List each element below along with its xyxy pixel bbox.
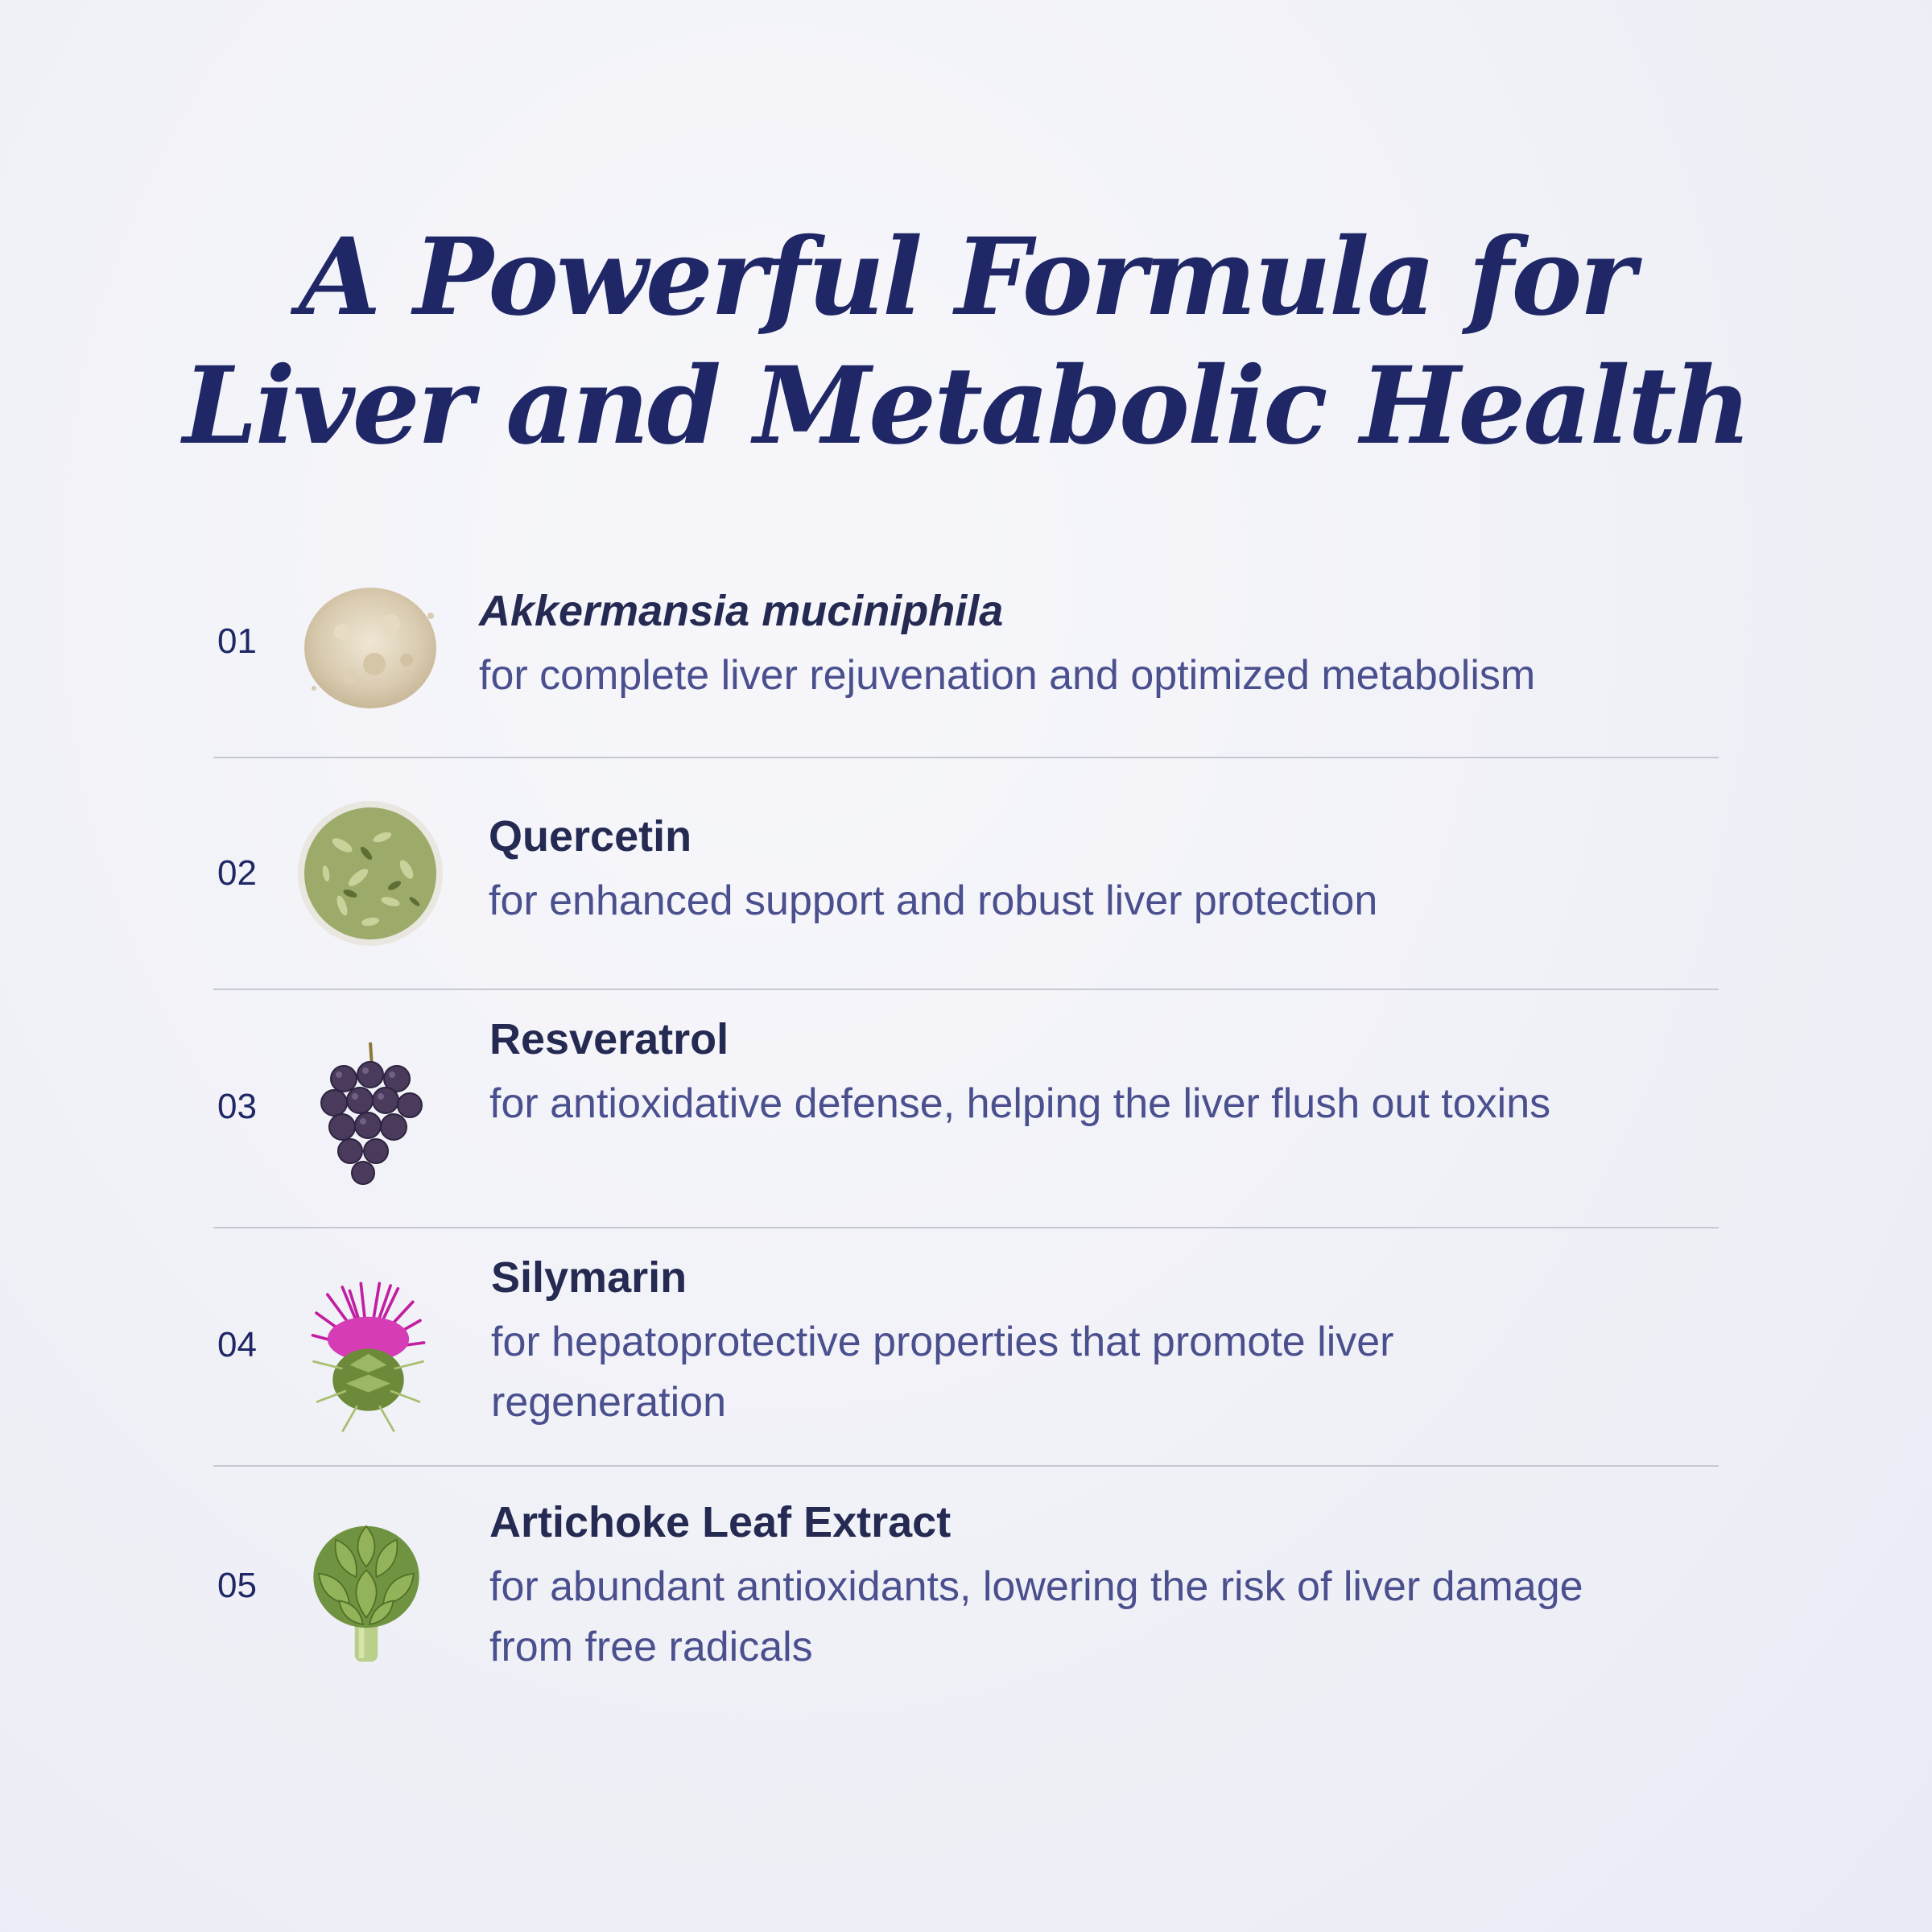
row-divider xyxy=(213,1227,1719,1228)
ingredient-row-5 xyxy=(213,1497,1719,1707)
ingredient-description: for abundant antioxidants, lowering the risk of liver damage from free radicals xyxy=(489,1563,1583,1670)
ingredient-name: Resveratrol xyxy=(489,1015,729,1063)
artichoke-icon xyxy=(302,1513,431,1674)
ingredient-row-4 xyxy=(213,1253,1719,1462)
ingredient-row-2 xyxy=(213,797,1719,990)
ingredient-number: 03 xyxy=(217,1087,257,1126)
ingredient-description: for hepatoprotective properties that promote liver regeneration xyxy=(491,1319,1394,1426)
ingredient-number: 05 xyxy=(217,1566,257,1605)
ingredient-number: 04 xyxy=(217,1325,257,1364)
grapes-icon xyxy=(294,1038,447,1199)
title-line-2: Liver and Metabolic Health xyxy=(183,344,1749,469)
ingredient-name: Silymarin xyxy=(491,1253,687,1302)
ingredient-description: for antioxidative defense, helping the liver flush out toxins xyxy=(489,1080,1551,1127)
ingredient-number: 02 xyxy=(217,853,257,893)
title-line-1: A Powerful Formula for xyxy=(299,215,1633,340)
ingredient-name: Artichoke Leaf Extract xyxy=(489,1498,952,1546)
dried-herb-icon xyxy=(294,797,447,950)
powder-icon xyxy=(294,568,447,720)
ingredient-description: for enhanced support and robust liver protection xyxy=(489,877,1378,924)
row-divider xyxy=(213,989,1719,990)
row-divider xyxy=(213,1465,1719,1467)
ingredient-number: 01 xyxy=(217,621,257,661)
milk-thistle-icon xyxy=(298,1273,439,1450)
ingredient-name: Quercetin xyxy=(489,812,692,861)
page-title xyxy=(0,213,1932,471)
ingredient-row-1 xyxy=(213,555,1719,749)
row-divider xyxy=(213,757,1719,758)
ingredient-description: for complete liver rejuvenation and optimized metabolism xyxy=(479,652,1536,699)
ingredient-row-3 xyxy=(213,1014,1719,1224)
ingredient-name: Akkermansia muciniphila xyxy=(479,587,1004,635)
